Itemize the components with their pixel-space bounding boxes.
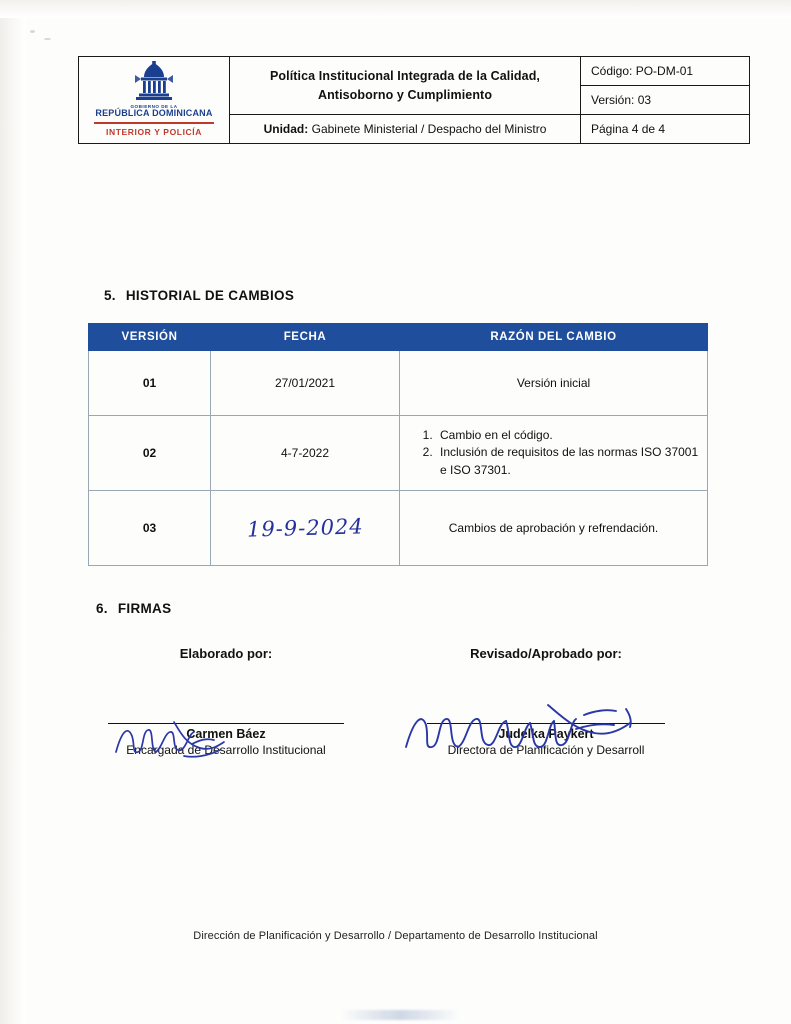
signature-name-aprobado: Judelka Paykert: [498, 727, 594, 741]
signature-heading-elaborado: Elaborado por:: [179, 646, 273, 661]
cell-version: 01: [89, 351, 211, 416]
section-heading-firmas: [96, 601, 171, 616]
section-title-firmas: FIRMAS: [117, 601, 172, 616]
signature-role-elaborado: Encargada de Desarrollo Institucional: [126, 743, 326, 757]
cell-fecha-handwritten: [211, 491, 400, 566]
document-version: Versión: 03: [581, 86, 750, 115]
signature-block-elaborado: [76, 646, 376, 757]
emblem-main-text: REPÚBLICA DOMINICANA: [95, 108, 213, 119]
unit-label: Unidad:: [263, 122, 309, 136]
scan-speck: [30, 30, 35, 33]
cell-razon: Cambios de aprobación y refrendación.: [400, 491, 708, 566]
signature-block-aprobado: [386, 646, 706, 757]
unit-value: Gabinete Ministerial / Despacho del Ministro: [311, 122, 547, 136]
cell-version: 03: [89, 491, 211, 566]
emblem-top-text: GOBIERNO DE LA: [130, 104, 178, 110]
column-header-razon: RAZÓN DEL CAMBIO: [400, 324, 708, 351]
signature-line: [108, 723, 344, 724]
column-header-fecha: FECHA: [211, 324, 400, 351]
signature-heading-aprobado: Revisado/Aprobado por:: [470, 646, 622, 661]
cell-version: 02: [89, 416, 211, 491]
table-header-row: [89, 324, 708, 351]
signature-name-elaborado: Carmen Báez: [186, 727, 266, 741]
document-page-number: Página 4 de 4: [581, 115, 750, 144]
coat-of-arms-icon: [88, 61, 220, 136]
changes-history-table: [88, 323, 708, 566]
scan-edge-artifact-top: [0, 0, 791, 18]
institution-emblem-cell: [79, 57, 230, 144]
signature-line: [427, 723, 665, 724]
cell-fecha: 4-7-2022: [211, 416, 400, 491]
scan-speck: [44, 38, 51, 40]
razon-list: [414, 427, 699, 479]
document-code: Código: PO-DM-01: [581, 57, 750, 86]
section-heading-historial: [104, 288, 294, 303]
section-title-historial: HISTORIAL DE CAMBIOS: [125, 288, 295, 303]
table-row: [89, 491, 708, 566]
signature-role-aprobado: Directora de Planificación y Desarroll: [447, 743, 645, 757]
handwritten-date-text: 19-9-2024: [246, 514, 364, 542]
document-title-line-2: Antisoborno y Cumplimiento: [317, 87, 493, 102]
cell-razon: [400, 416, 708, 491]
razon-list-item: 1. Cambio en el código.: [436, 427, 699, 444]
table-row: [89, 351, 708, 416]
document-footer: Dirección de Planificación y Desarrollo / Departamento de Desarrollo Institucional: [193, 930, 598, 942]
document-title-cell: [230, 57, 581, 115]
emblem-divider: [94, 122, 214, 124]
scan-smudge: [340, 1010, 460, 1020]
emblem-sub-text: INTERIOR Y POLICÍA: [106, 126, 202, 137]
document-title-line-1: Política Institucional Integrada de la Calidad,: [269, 69, 541, 84]
cell-fecha: 27/01/2021: [211, 351, 400, 416]
section-number-firmas: 6.: [96, 601, 108, 616]
cell-razon: Versión inicial: [400, 351, 708, 416]
section-number-historial: 5.: [104, 288, 116, 303]
razon-list-item: 2. Inclusión de requisitos de las normas ISO 37001 e ISO 37301.: [436, 444, 699, 479]
scan-edge-artifact: [0, 0, 26, 1024]
table-row: [89, 416, 708, 491]
document-unit-cell: [230, 115, 581, 144]
document-header-table: [78, 56, 750, 144]
column-header-version: VERSIÓN: [89, 324, 211, 351]
